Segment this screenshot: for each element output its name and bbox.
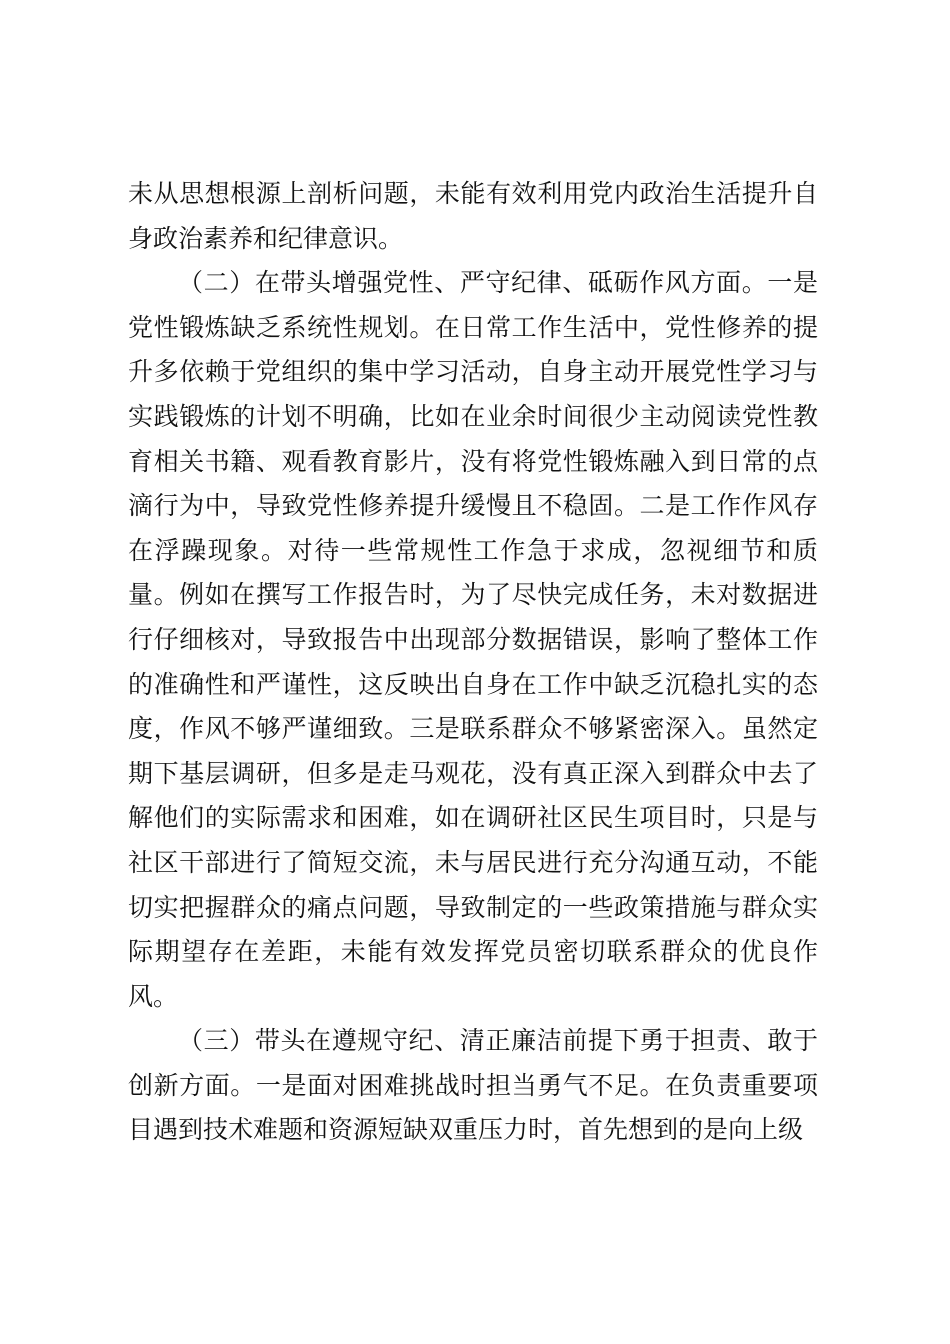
paragraph-section-three: （三）带头在遵规守纪、清正廉洁前提下勇于担责、敢于创新方面。一是面对困难挑战时担当勇气不足。在负责重要项目遇到技术难题和资源短缺双重压力时，首先想到的是向上级 xyxy=(128,1026,818,1145)
paragraph-continuation: 未从思想根源上剖析问题，未能有效利用党内政治生活提升自身政治素养和纪律意识。 xyxy=(128,179,818,253)
document-body xyxy=(128,172,818,1153)
paragraph-section-two: （二）在带头增强党性、严守纪律、砥砺作风方面。一是党性锻炼缺乏系统性规划。在日常工作生活中，党性修养的提升多依赖于党组织的集中学习活动，自身主动开展党性学习与实践锻炼的计划不明确，比如在业余时间很少主动阅读党性教育相关书籍、观看教育影片，没有将党性锻炼融入到日常的点滴行为中，导致党性修养提升缓慢且不稳固。二是工作作风存在浮躁现象。对待一些常规性工作急于求成，忽视细节和质量。例如在撰写工作报告时，为了尽快完成任务，未对数据进行仔细核对，导致报告中出现部分数据错误，影响了整体工作的准确性和严谨性，这反映出自身在工作中缺乏沉稳扎实的态度，作风不够严谨细致。三是联系群众不够紧密深入。虽然定期下基层调研，但多是走马观花，没有真正深入到群众中去了解他们的实际需求和困难，如在调研社区民生项目时，只是与社区干部进行了简短交流，未与居民进行充分沟通互动，不能切实把握群众的痛点问题，导致制定的一些政策措施与群众实际期望存在差距，未能有效发挥党员密切联系群众的优良作风。 xyxy=(128,268,818,1011)
